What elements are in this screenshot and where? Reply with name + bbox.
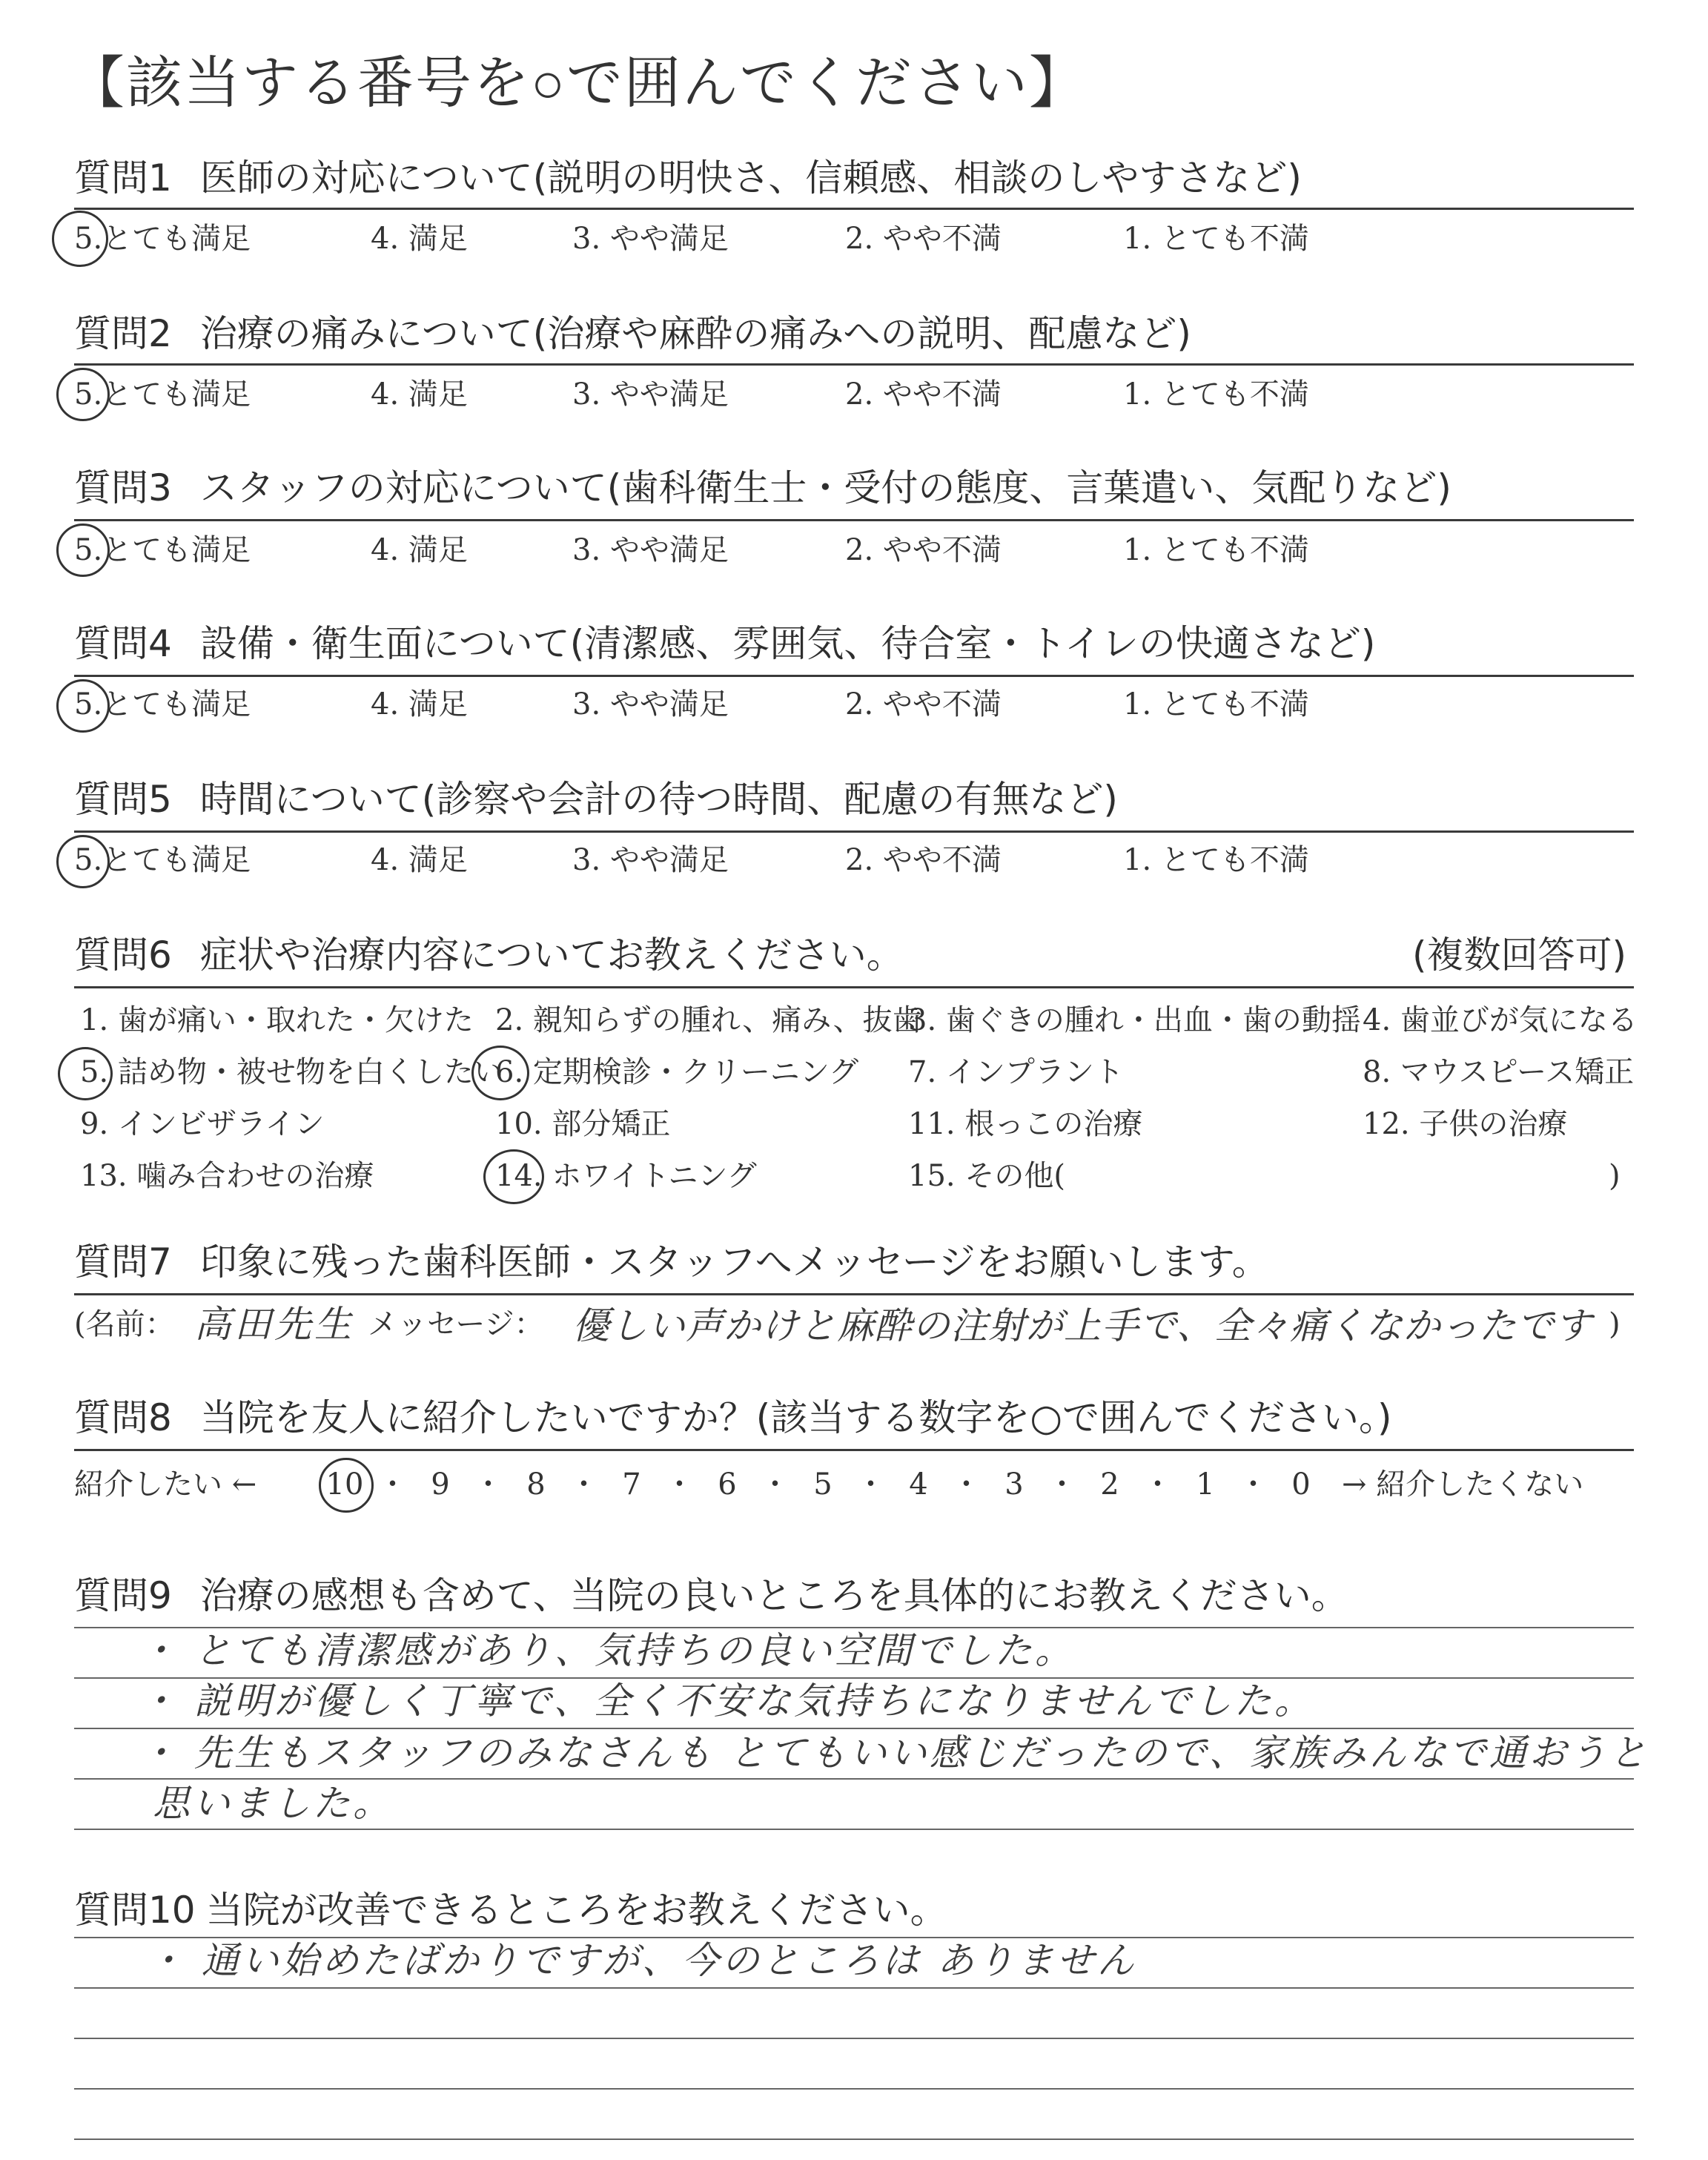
q8-scale-4[interactable]: 4 [909,1467,928,1502]
q8-scale-10[interactable]: 10 [325,1467,364,1502]
q8-scale-7[interactable]: 7 [622,1467,641,1502]
q8-sep: ・ [664,1467,695,1502]
q3-option-5[interactable]: 5.とても満足 [74,533,251,567]
q8-sep: ・ [855,1467,886,1502]
q10-line-4 [74,2088,1634,2090]
q9-line-5 [74,1829,1634,1830]
q5-option-1[interactable]: 1. とても不満 [1123,843,1309,877]
question-6-rule [74,986,1634,988]
q8-scale-5[interactable]: 5 [813,1467,833,1502]
question-9-text: 治療の感想も含めて、当院の良いところを具体的にお教えください。 [199,1574,1348,1617]
q6-option-9[interactable]: 9. インビザライン [80,1107,325,1141]
q6-option-2[interactable]: 2. 親知らずの腫れ、痛み、抜歯 [495,1003,922,1037]
q6-selection-circle-5 [58,1047,113,1100]
q5-option-2[interactable]: 2. やや不満 [845,843,1002,877]
q6-option-12[interactable]: 12. 子供の治療 [1363,1107,1568,1141]
question-3-text: スタッフの対応について(歯科衛生士・受付の態度、言葉遣い、気配りなど) [199,466,1452,509]
question-7-rule [74,1293,1634,1295]
q8-sep: ・ [760,1467,790,1502]
q9-answer-1[interactable]: ・ とても清潔感があり、気持ちの良い空間でした。 [139,1629,1075,1672]
question-3-rule [74,519,1634,521]
q6-option-13[interactable]: 13. 噛み合わせの治療 [80,1159,374,1193]
question-5-label: 質問5 [74,778,172,821]
question-5-rule [74,830,1634,833]
q6-option-7[interactable]: 7. インプラント [908,1055,1124,1089]
q9-answer-3[interactable]: ・ 先生もスタッフのみなさんも とてもいい感じだったので、家族みんなで通おうと [139,1731,1649,1774]
q8-left-label: 紹介したい ← [74,1467,257,1502]
question-8-text: 当院を友人に紹介したいですか？(該当する数字を○で囲んでください。) [199,1396,1392,1439]
q6-option-11[interactable]: 11. 根っこの治療 [908,1107,1143,1141]
q4-selection-circle [56,679,110,733]
question-6-text: 症状や治療内容についてお教えください。 [199,934,904,977]
q7-close-paren: ) [1609,1307,1621,1341]
q9-answer-2[interactable]: ・ 説明が優しく丁寧で、全く不安な気持ちになりませんでした。 [139,1680,1314,1723]
q1-option-3[interactable]: 3. やや満足 [572,222,729,256]
q2-option-3[interactable]: 3. やや満足 [572,377,729,412]
q3-option-1[interactable]: 1. とても不満 [1123,533,1309,567]
q4-option-2[interactable]: 2. やや不満 [845,687,1002,721]
q7-message-label: メッセージ： [368,1307,544,1341]
question-1-text: 医師の対応について(説明の明快さ、信頼感、相談のしやすさなど) [199,156,1302,199]
q5-option-5[interactable]: 5.とても満足 [74,843,251,877]
q2-option-4[interactable]: 4. 満足 [371,377,468,412]
q8-scale-6[interactable]: 6 [718,1467,737,1502]
q8-selection-circle [319,1458,374,1513]
question-2 [74,310,1191,357]
q6-option-6[interactable]: 6. 定期検診・クリーニング [495,1055,859,1089]
question-5 [74,776,1118,823]
question-1-label: 質問1 [74,156,172,199]
question-2-label: 質問2 [74,312,172,355]
q3-option-4[interactable]: 4. 満足 [371,533,468,567]
q8-sep: ・ [951,1467,982,1502]
q6-option-4[interactable]: 4. 歯並びが気になる [1363,1003,1638,1037]
q10-line-2 [74,1987,1634,1989]
question-8-label: 質問8 [74,1396,172,1439]
q6-option-10[interactable]: 10. 部分矯正 [495,1107,671,1141]
question-10 [74,1886,947,1934]
q8-scale-1[interactable]: 1 [1196,1467,1215,1502]
q8-scale-3[interactable]: 3 [1004,1467,1024,1502]
q7-message-value[interactable]: 優しい声かけと麻酔の注射が上手で、全々痛くなかったです [572,1304,1592,1347]
q9-answer-4[interactable]: 思いました。 [153,1782,393,1825]
q7-name-value[interactable]: 高田先生 [194,1303,354,1346]
q7-name-label: (名前： [74,1307,175,1341]
question-6-note: (複数回答可) [1411,934,1626,977]
page-title: 【該当する番号を○で囲んでください】 [68,50,1087,116]
q3-selection-circle [56,524,110,577]
q10-answer-1[interactable]: ・ 通い始めたばかりですが、今のところは ありません [147,1939,1137,1982]
q8-scale-2[interactable]: 2 [1100,1467,1119,1502]
q8-sep: ・ [377,1467,408,1502]
q1-selection-circle [52,211,108,267]
question-2-rule [74,363,1634,366]
q5-option-4[interactable]: 4. 満足 [371,843,468,877]
question-8 [74,1394,1391,1441]
question-1-rule [74,208,1634,210]
q2-option-5[interactable]: 5.とても満足 [74,377,251,412]
q1-option-2[interactable]: 2. やや不満 [845,222,1002,256]
q6-option-15[interactable]: 15. その他( [908,1159,1065,1193]
q8-right-label: → 紹介したくない [1342,1467,1584,1502]
q3-option-3[interactable]: 3. やや満足 [572,533,729,567]
question-7 [74,1238,1269,1286]
q2-option-2[interactable]: 2. やや不満 [845,377,1002,412]
question-4-text: 設備・衛生面について(清潔感、雰囲気、待合室・トイレの快適さなど) [199,622,1376,665]
q6-selection-circle-14 [483,1149,544,1204]
question-7-text: 印象に残った歯科医師・スタッフへメッセージをお願いします。 [199,1241,1269,1284]
q8-sep: ・ [569,1467,599,1502]
question-2-text: 治療の痛みについて(治療や麻酔の痛みへの説明、配慮など) [199,312,1191,355]
q8-sep: ・ [1047,1467,1077,1502]
q6-option-15-close: ) [1609,1159,1621,1193]
q4-option-3[interactable]: 3. やや満足 [572,687,729,721]
question-6-label: 質問6 [74,934,172,977]
question-1 [74,154,1302,202]
q10-line-3 [74,2038,1634,2039]
question-6 [74,931,904,979]
q2-selection-circle [56,368,110,421]
q8-scale-9[interactable]: 9 [431,1467,450,1502]
q6-option-3[interactable]: 3. 歯ぐきの腫れ・出血・歯の動揺 [908,1003,1361,1037]
q1-option-4[interactable]: 4. 満足 [371,222,468,256]
q8-sep: ・ [1238,1467,1268,1502]
q2-option-1[interactable]: 1. とても不満 [1123,377,1309,412]
question-8-rule [74,1449,1634,1451]
question-10-text: 当院が改善できるところをお教えください。 [205,1889,947,1932]
q6-selection-circle-6 [471,1046,529,1100]
question-4-rule [74,675,1634,677]
q6-option-8[interactable]: 8. マウスピース矯正 [1363,1055,1635,1089]
q4-option-5[interactable]: 5.とても満足 [74,687,251,721]
question-9 [74,1572,1348,1619]
q6-option-1[interactable]: 1. 歯が痛い・取れた・欠けた [80,1003,474,1037]
q8-scale [320,1465,1325,1504]
q4-option-4[interactable]: 4. 満足 [371,687,468,721]
q9-line-4 [74,1778,1634,1780]
q8-sep: ・ [473,1467,503,1502]
question-3-label: 質問3 [74,466,172,509]
question-9-label: 質問9 [74,1574,172,1617]
q6-option-5[interactable]: 5. 詰め物・被せ物を白くしたい [80,1055,503,1089]
q4-option-1[interactable]: 1. とても不満 [1123,687,1309,721]
q3-option-2[interactable]: 2. やや不満 [845,533,1002,567]
q8-scale-8[interactable]: 8 [526,1467,546,1502]
q10-line-5 [74,2138,1634,2140]
question-4-label: 質問4 [74,622,172,665]
q5-selection-circle [56,835,110,888]
question-5-text: 時間について(診察や会計の待つ時間、配慮の有無など) [199,778,1118,821]
question-4 [74,620,1375,667]
q1-option-5[interactable]: 5.とても満足 [74,222,251,256]
q5-option-3[interactable]: 3. やや満足 [572,843,729,877]
q8-sep: ・ [1142,1467,1173,1502]
question-3 [74,464,1452,512]
q6-option-14[interactable]: 14. ホワイトニング [495,1159,757,1193]
q1-option-1[interactable]: 1. とても不満 [1123,222,1309,256]
q8-scale-0[interactable]: 0 [1291,1467,1311,1502]
q9-line-3 [74,1728,1634,1729]
question-7-label: 質問7 [74,1241,172,1284]
question-10-label: 質問10 [74,1889,196,1932]
